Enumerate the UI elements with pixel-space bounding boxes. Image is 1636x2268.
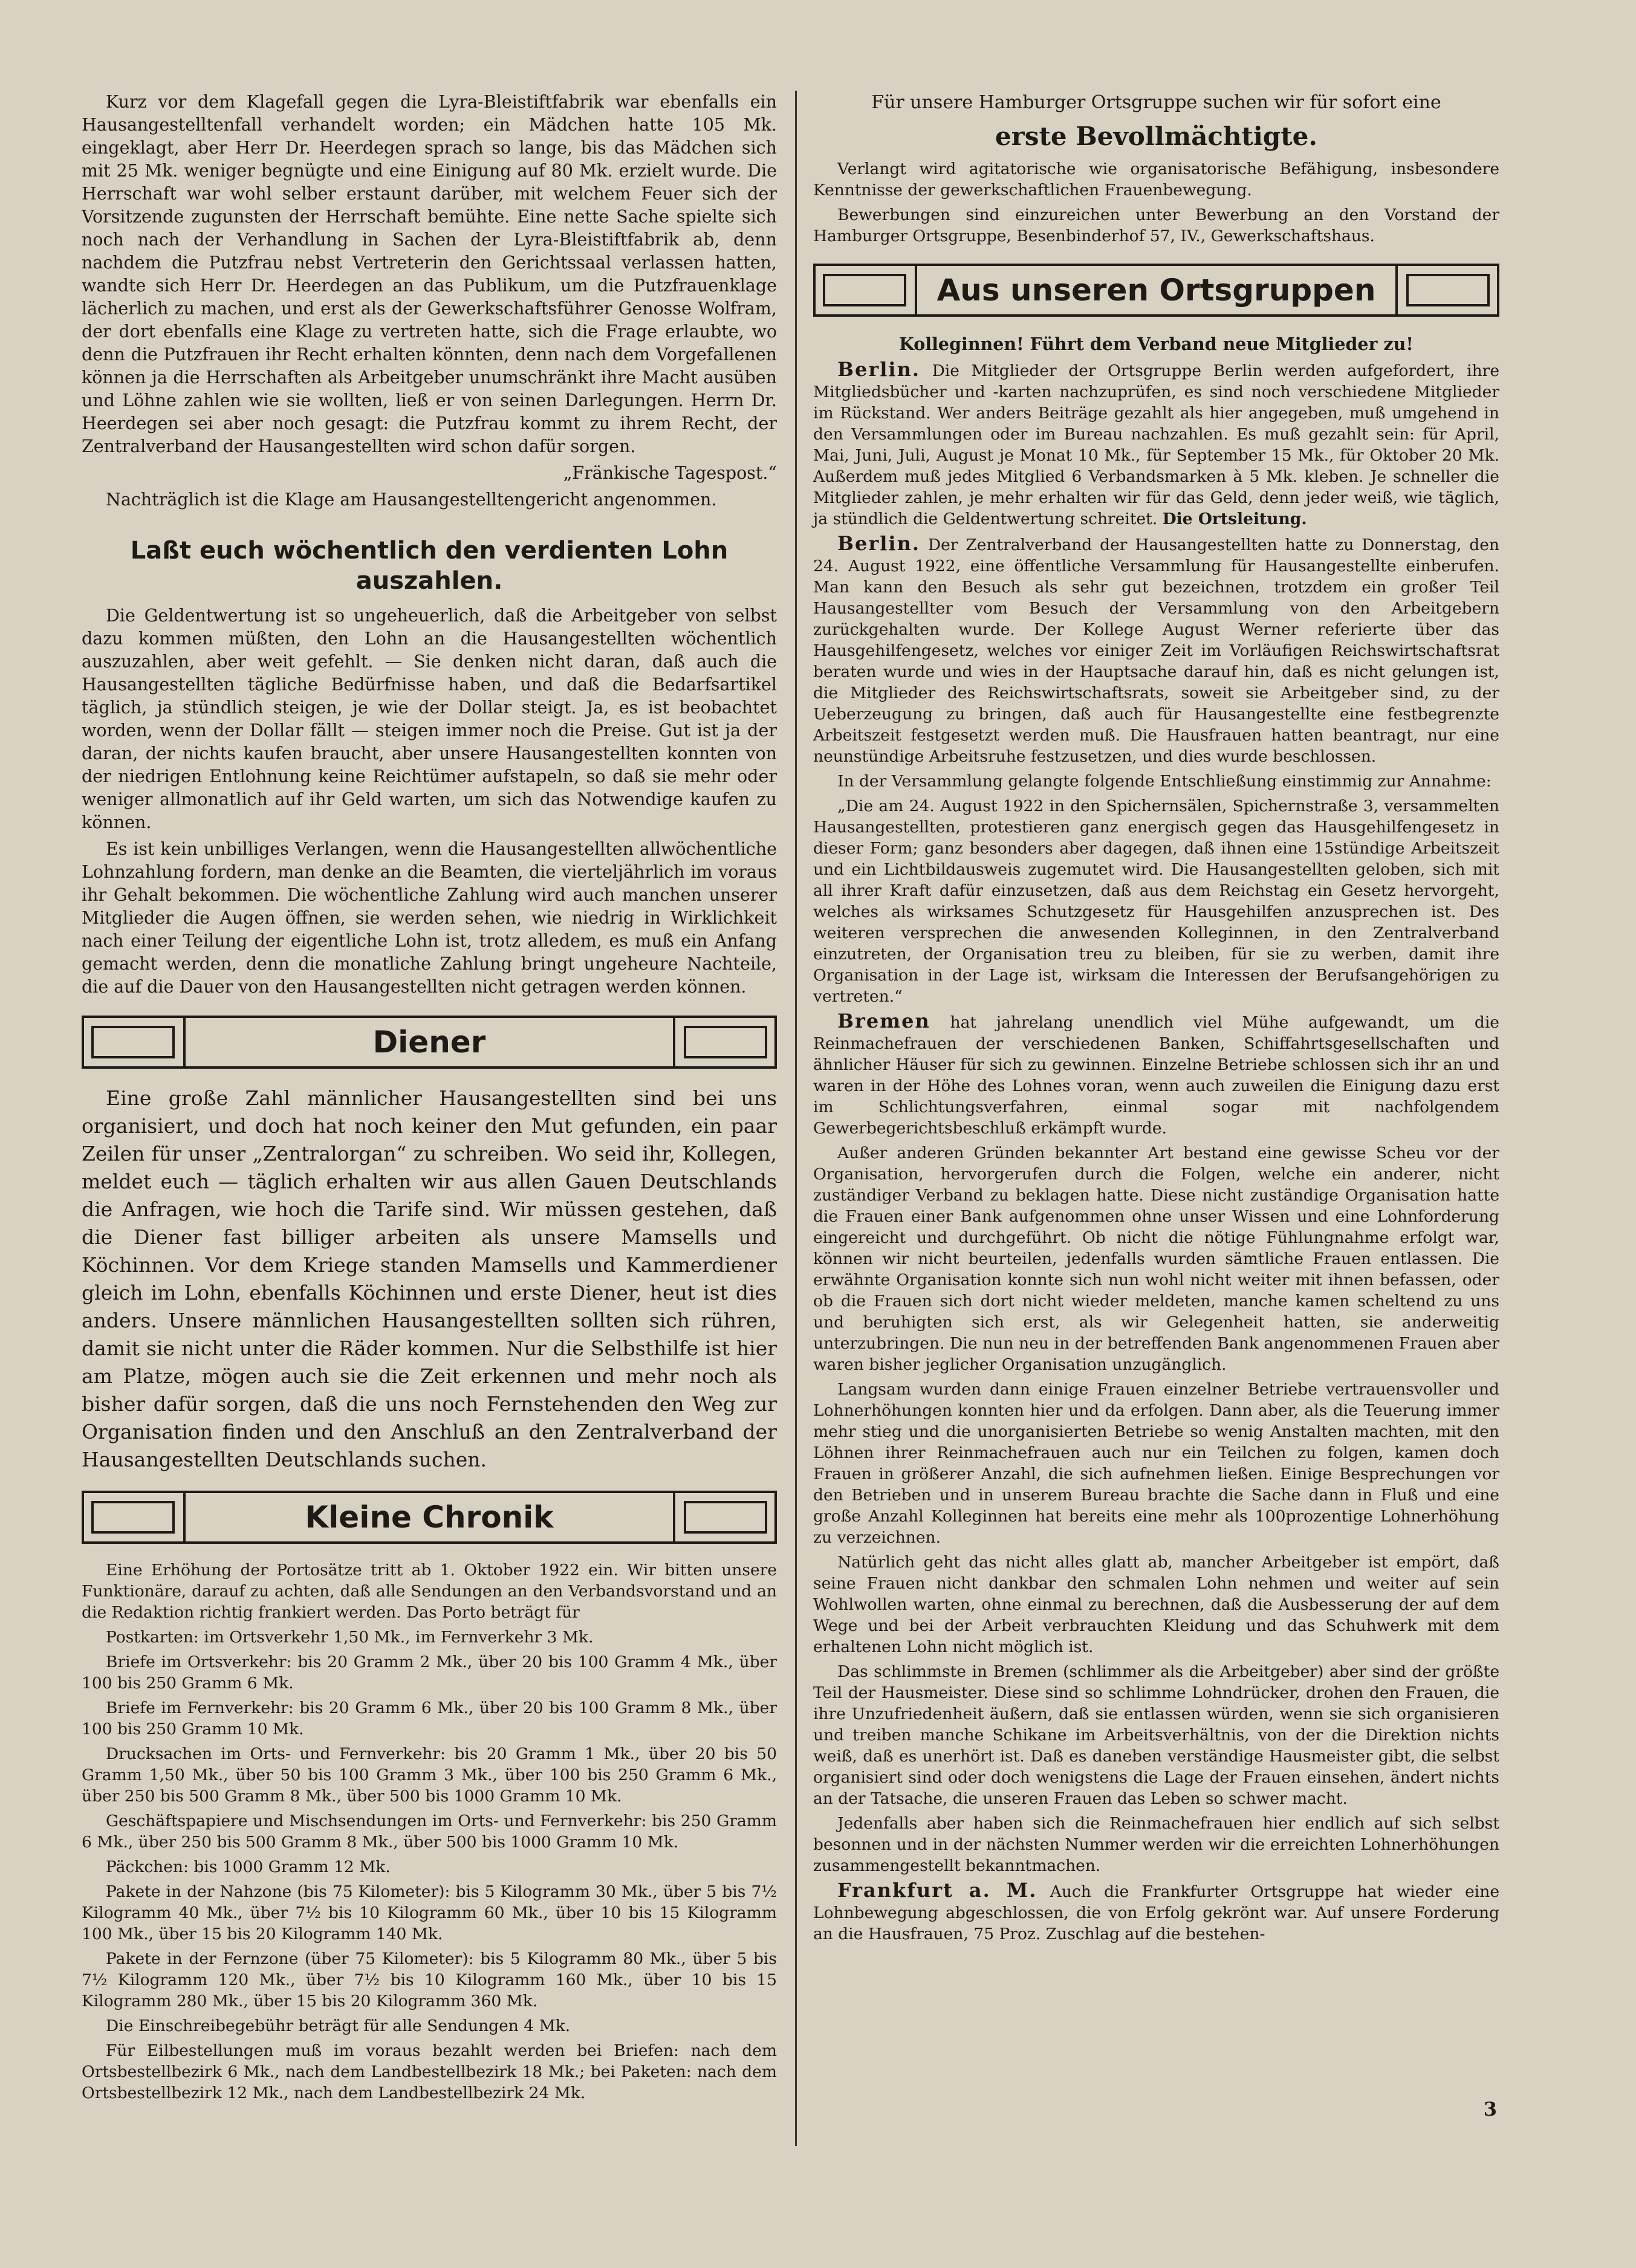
banner-ornament-box <box>1406 274 1490 306</box>
lohn-headline: Laßt euch wöchentlich den verdienten Lohn auszahlen. <box>130 537 729 595</box>
berlin-text: Die Mitglieder der Ortsgruppe Berlin werden aufgefordert, ihre Mitgliedsbücher und -karten nachzuprüfen, es sind noch verschiedene Mitglieder im Rückstand. Wer anders Beiträge gezahlt als hier angegeben, muß umgehend in den Versammlungen oder im Bureau nachzahlen. Es muß gezahlt sein: für April, Mai, Juni, Juli, August je Monat 10 Mk., für September 15 Mk., für Oktober 20 Mk. Außerdem muß jedes Mitglied 6 Verbandsmarken à 5 Mk. kleben. Je schneller die Mitglieder zahlen, je mehr erhalten wir für das Geld, denn jeder weiß, wie täglich, ja stündlich die Geldentwertung schreitet. <box>813 361 1499 528</box>
bremen-paragraph: Das schlimmste in Bremen (schlimmer als die Arbeitgeber) aber sind der größte Teil der Hausmeister. Diese sind so schlimme Lohndrücker, drohen den Frauen, die ihre Unzufriedenheit äußern, daß sie entlassen würden, wenn sie sich organisieren und treiben manche Schikane im Arbeitsverhältnis, von der die Direktion nichts weiß, daß es unerhört ist. Daß es daneben verständige Hausmeister gibt, die selbst organisiert sind oder doch wenigstens die Lage der Frauen einsehen, ändert nichts an der Tatsache, die unseren Frauen das Leben so schwer macht. <box>813 1662 1499 1808</box>
job-ad-title: erste Bevollmächtigte. <box>995 122 1318 151</box>
chronik-item: Päckchen: bis 1000 Gramm 12 Mk. <box>106 1858 391 1876</box>
job-ad-line: Für unsere Hamburger Ortsgruppe suchen wir für sofort eine <box>871 92 1441 113</box>
column-divider <box>795 91 797 2146</box>
chronik-item: Postkarten: im Ortsverkehr 1,50 Mk., im Fernverkehr 3 Mk. <box>106 1628 594 1647</box>
bremen-lead: Bremen <box>837 1009 930 1032</box>
chronik-item: Geschäftspapiere und Mischsendungen im Orts- und Fernverkehr: bis 250 Gramm 6 Mk., über 250 bis 500 Gramm 8 Mk., über 500 bis 1000 Gramm 10 Mk. <box>82 1812 777 1852</box>
lohn-paragraph: Es ist kein unbilliges Verlangen, wenn die Hausangestellten allwöchentliche Lohnzahlung fordern, man denke an die Beamten, die vierteljährlich im voraus ihr Gehalt bekommen. Die wöchentliche Zahlung wird auch manchen unserer Mitglieder die Augen öffnen, sie werden sehen, wie niedrig in Wirklichkeit nach einer Teilung der eigentliche Lohn ist, trotz alledem, es muß ein Anfang gemacht werden, denn die monatliche Zahlung bringt ungeheure Nachteile, die auf die Dauer von den Hausangestellten nicht getragen werden können. <box>82 839 777 997</box>
chronik-banner <box>82 1491 777 1544</box>
bremen-paragraph: Langsam wurden dann einige Frauen einzelner Betriebe vertrauensvoller und Lohnerhöhungen konnten hier und da erfolgen. Dann aber, als die Teuerung immer mehr stieg und die unorganisierten Betriebe so wenig Anstalten machten, mit den Löhnen ihrer Reinmachefrauen auch nur ein Teilchen zu folgen, kamen doch Frauen in größerer Anzahl, die sich aufnehmen ließen. Einige Besprechungen vor den Betrieben und in unserem Bureau brachte die Sache dann in Fluß und eine große Anzahl Kolleginnen hat bereits eine mehr als 100prozentige Lohnerhöhung zu verzeichnen. <box>813 1380 1499 1547</box>
chronik-item: Die Einschreibegebühr beträgt für alle Sendungen 4 Mk. <box>106 2017 571 2035</box>
chronik-item: Briefe im Fernverkehr: bis 20 Gramm 6 Mk., über 20 bis 100 Gramm 8 Mk., über 100 bis 250 Gramm 10 Mk. <box>82 1699 777 1738</box>
lyra-source: „Fränkische Tagespost.“ <box>563 463 777 483</box>
bremen-text: hat jahrelang unendlich viel Mühe aufgewandt, um die Reinmachefrauen der verschiedenen Banken, Schiffahrtsgesellschaften und ähnlicher Häuser für sich zu gewinnen. Einzelne Betriebe schlossen sich ihr an und waren in der Höhe des Lohnes voran, wenn auch zuweilen die Einigung dazu erst im Schlichtungsverfahren, einmal sogar mit nachfolgendem Gewerbegerichtsbeschluß erkämpft wurde. <box>813 1013 1499 1138</box>
banner-ornament-box <box>91 1501 175 1534</box>
page-number: 3 <box>1483 2098 1497 2121</box>
lohn-paragraph: Die Geldentwertung ist so ungeheuerlich, daß die Arbeitgeber von selbst dazu kommen müßten, den Lohn an die Hausangestellten wöchentlich auszuzahlen, aber weit gefehlt. — Sie denken nicht daran, daß auch die Hausangestellten tägliche Bedürfnisse haben, und daß die Bedarfsartikel täglich, ja stündlich steigen, je wie der Dollar steigt. Ja, es ist beobachtet worden, wenn der Dollar fällt — steigen immer noch die Preise. Gut ist ja der daran, der nichts kaufen braucht, aber unsere Hausangestellten konnten von der niedrigen Entlohnung keine Reichtümer aufstapeln, so daß sie mehr oder weniger allmonatlich auf ihr Geld warten, um sich das Notwendige kaufen zu können. <box>82 606 777 832</box>
banner-ornament-box <box>91 1026 175 1058</box>
left-column <box>82 91 777 2177</box>
chronik-item: Drucksachen im Orts- und Fernverkehr: bis 20 Gramm 1 Mk., über 20 bis 50 Gramm 1,50 Mk., über 50 bis 100 Gramm 3 Mk., über 100 bis 250 Gramm 6 Mk., über 250 bis 500 Gramm 8 Mk., über 500 bis 1000 Gramm 10 Mk. <box>82 1745 777 1806</box>
chronik-item: Für Eilbestellungen muß im voraus bezahlt werden bei Briefen: nach dem Ortsbestellbezirk 6 Mk., nach dem Landbestellbezirk 18 Mk.; bei Paketen: nach dem Ortsbestellbezirk 12 Mk., nach dem Landbestellbezirk 24 Mk. <box>82 2041 777 2102</box>
banner-ornament-box <box>684 1026 767 1058</box>
chronik-title: Kleine Chronik <box>183 1493 675 1541</box>
berlin-resolution-intro: In der Versammlung gelangte folgende Entschließung einstimmig zur Annahme: <box>837 772 1492 791</box>
berlin-lead: Berlin. <box>837 358 920 381</box>
bremen-paragraph: Jedenfalls aber haben sich die Reinmachefrauen hier endlich auf sich selbst besonnen und in der nächsten Nummer werden wir die erreichten Lohnerhöhungen zusammengestellt bekanntmachen. <box>813 1814 1499 1875</box>
berlin-signature: Die Ortsleitung. <box>1162 510 1307 528</box>
lyra-note: Nachträglich ist die Klage am Hausangestelltengericht angenommen. <box>106 490 717 510</box>
banner-ornament-box <box>684 1501 767 1534</box>
chronik-item: Pakete in der Nahzone (bis 75 Kilometer): bis 5 Kilogramm 30 Mk., über 5 bis 7½ Kilogramm 40 Mk., über 7½ bis 10 Kilogramm 60 Mk., über 10 bis 15 Kilogramm 100 Mk., über 15 bis 20 Kilogramm 140 Mk. <box>82 1882 777 1943</box>
berlin-lead: Berlin. <box>837 532 920 555</box>
diener-title: Diener <box>183 1018 675 1066</box>
berlin-resolution: „Die am 24. August 1922 in den Spichernsälen, Spichernstraße 3, versammelten Hausangestellten, protestieren ganz energisch gegen das Hausgehilfengesetz in dieser Form; ganz besonders aber dagegen, daß ihnen eine 15stündige Arbeitszeit und ein Lichtbildausweis zugemutet wird. Die Hausangestellten geloben, sich mit all ihrer Kraft dafür einzusetzen, daß aus dem Reichstag ein Gesetz hervorgeht, welches als wirksames Schutzgesetz für Hausgehilfen anzusprechen ist. Des weiteren versprechen die anwesenden Kolleginnen, in den Zentralverband einzutreten, der Organisation treu zu bleiben, für sie zu werben, damit ihre Organisation in der Lage ist, wirksam die Interessen der Berufsangehörigen zu vertreten.“ <box>813 797 1499 1006</box>
banner-ornament-box <box>823 274 906 306</box>
frankfurt-text: Auch die Frankfurter Ortsgruppe hat wieder eine Lohnbewegung abgeschlossen, die von Erfolg gekrönt war. Auf unsere Forderung an die Hausfrauen, 75 Proz. Zuschlag auf die bestehen- <box>813 1882 1499 1943</box>
lyra-article-text: Kurz vor dem Klagefall gegen die Lyra-Bleistiftfabrik war ebenfalls ein Hausangestelltenfall verhandelt worden; ein Mädchen hatte 105 Mk. eingeklagt, aber Herr Dr. Heerdegen sprach so lange, bis das Mädchen sich mit 25 Mk. weniger begnügte und eine Einigung auf 80 Mk. erzielt wurde. Die Herrschaft war wohl selber erstaunt darüber, mit welchem Feuer sich der Vorsitzende zugunsten der Herrschaft bemühte. Eine nette Sache spielte sich noch nach der Verhandlung in Sachen der Lyra-Bleistiftfabrik ab, denn nachdem die Putzfrau nebst Vertreterin den Gerichtssaal verlassen hatten, wandte sich Herr Dr. Heerdegen an das Publikum, um die Putzfrauenklage lächerlich zu machen, und erst als der Gewerkschaftsführer Genosse Wolfram, der dort ebenfalls eine Klage zu vertreten hatte, sich die Frage erlaubte, wo denn die Putzfrauen ihr Recht erhalten könnten, denn nach dem Vorgefallenen können ja die Herrschaften als Arbeitgeber unumschränkt ihre Macht ausüben und Löhne zahlen wie sie wollten, ließ er von seinen Darlegungen. Herrn Dr. Heerdegen sei aber noch gesagt: die Putzfrau kommt zu ihrem Recht, der Zentralverband der Hausangestellten wird schon dafür sorgen. <box>82 92 777 456</box>
right-column <box>813 91 1499 2177</box>
diener-banner <box>82 1016 777 1069</box>
chronik-item: Briefe im Ortsverkehr: bis 20 Gramm 2 Mk., über 20 bis 100 Gramm 4 Mk., über 100 bis 250 Gramm 6 Mk. <box>82 1653 777 1693</box>
frankfurt-lead: Frankfurt a. M. <box>837 1879 1037 1902</box>
chronik-item: Pakete in der Fernzone (über 75 Kilometer): bis 5 Kilogramm 80 Mk., über 5 bis 7½ Kilogramm 120 Mk., über 7½ bis 10 Kilogramm 160 Mk., über 10 bis 15 Kilogramm 280 Mk., über 15 bis 20 Kilogramm 360 Mk. <box>82 1949 777 2010</box>
job-ad-text: Verlangt wird agitatorische wie organisatorische Befähigung, insbesondere Kenntnisse der gewerkschaftlichen Frauenbewegung. <box>813 160 1499 199</box>
job-ad-text: Bewerbungen sind einzureichen unter Bewerbung an den Vorstand der Hamburger Ortsgruppe, Besenbinderhof 57, IV., Gewerkschaftshaus. <box>813 206 1499 245</box>
diener-text: Eine große Zahl männlicher Hausangestellten sind bei uns organisiert, und doch hat noch keiner den Mut gefunden, ein paar Zeilen für unser „Zentralorgan“ zu schreiben. Wo seid ihr, Kollegen, meldet euch — täglich erhalten wir aus allen Gauen Deutschlands die Anfragen, wie hoch die Tarife sind. Wir müssen gestehen, daß die Diener fast billiger arbeiten als unsere Mamsells und Köchinnen. Vor dem Kriege standen Mamsells und Kammerdiener gleich im Lohn, ebenfalls Köchinnen und erste Diener, heut ist dies anders. Unsere männlichen Hausangestellten sollten sich rühren, damit sie nicht unter die Räder kommen. Nur die Selbsthilfe ist hier am Platze, mögen auch sie die Zeit erkennen und mehr noch als bisher dafür sorgen, daß die uns noch Fernstehenden den Weg zur Organisation finden und den Anschluß an den Zentralverband der Hausangestellten Deutschlands suchen. <box>82 1086 777 1471</box>
bremen-paragraph: Außer anderen Gründen bekannter Art bestand eine gewisse Scheu vor der Organisation, hervorgerufen durch die Folgen, welche ein anderer, nicht zuständiger Verband zu beklagen hatte. Diese nicht zuständige Organisation hatte die Frauen einer Bank aufgenommen ohne unser Wissen und eine Lohnforderung eingereicht und durchgeführt. Ob nicht die nötige Fühlungnahme erfolgt war, können wir nicht beurteilen, jedenfalls wurden sämtliche Frauen entlassen. Die erwähnte Organisation konnte sich nun wohl nicht weiter mit ihnen befassen, oder ob die Frauen sich dort nicht wieder meldeten, manche kamen scheltend zu uns und beruhigten sich erst, als wir Gelegenheit hatten, sie anderweitig unterzubringen. Die nun neu in der betreffenden Bank angenommenen Frauen aber waren bisher jeglicher Organisation unzugänglich. <box>813 1144 1499 1374</box>
berlin-text: Der Zentralverband der Hausangestellten hatte zu Donnerstag, den 24. August 1922, eine öffentliche Versammlung für Hausangestellte einberufen. Man kann den Besuch als sehr gut bezeichnen, trotzdem ein großer Teil Hausangestellter vom Besuch der Versammlung von den Arbeitgebern zurückgehalten wurde. Der Kollege August Werner referierte über das Hausgehilfengesetz, welches vor einiger Zeit im Vorläufigen Reichswirtschaftsrat beraten wurde und wies in der Hauptsache darauf hin, daß es nicht gelungen ist, die Mitglieder des Reichswirtschaftsrats, soweit sie Arbeitgeber sind, zu der Ueberzeugung zu bringen, daß auch für Hausangestellte eine festbegrenzte Arbeitszeit festgesetzt werden muß. Die Hausfrauen hatten beantragt, nur eine neunstündige Arbeitsruhe festzusetzen, und dies wurde beschlossen. <box>813 536 1499 766</box>
ortsgruppen-title: Aus unseren Ortsgruppen <box>915 266 1398 314</box>
appeal-line: Kolleginnen! Führt dem Verband neue Mitglieder zu! <box>899 334 1414 354</box>
bremen-paragraph: Natürlich geht das nicht alles glatt ab, mancher Arbeitgeber ist empört, daß seine Frauen nicht dankbar den schmalen Lohn nehmen und weiter auf sein Wohlwollen warten, ohne einmal zu berechnen, daß die Ausbesserung der auf dem Wege und bei der Arbeit verbrauchten Kleidung und das Schuhwerk mit dem erhaltenen Lohn nicht möglich ist. <box>813 1553 1499 1656</box>
chronik-item: Eine Erhöhung der Portosätze tritt ab 1. Oktober 1922 ein. Wir bitten unsere Funktionäre, darauf zu achten, daß alle Sendungen an den Verbandsvorstand und an die Redaktion richtig frankiert werden. Das Porto beträgt für <box>82 1561 777 1622</box>
ortsgruppen-banner <box>813 264 1499 317</box>
